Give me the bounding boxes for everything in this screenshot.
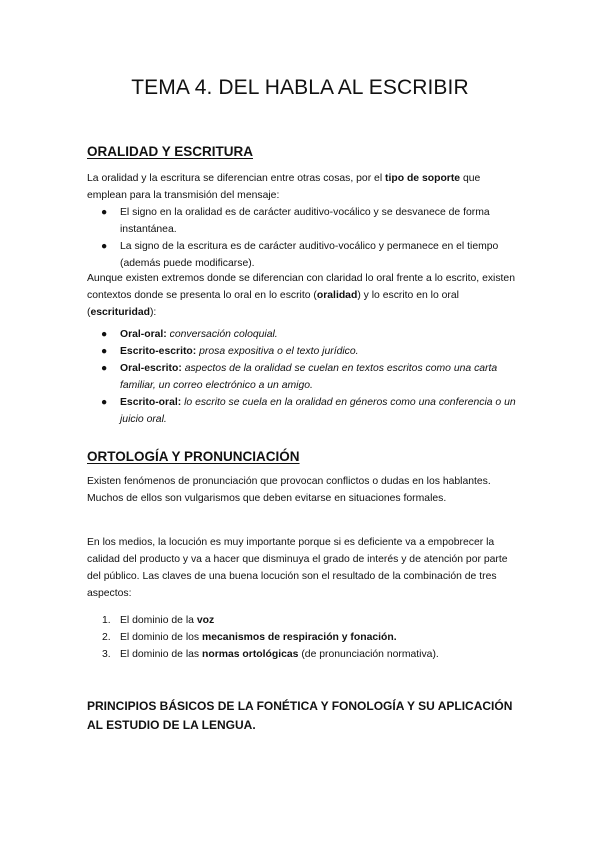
- ortologia-paragraph-1: Existen fenómenos de pronunciación que provocan conflictos o dudas en los hablantes. Muchos de ellos son vulgarismos que deben evitarse en situaciones formales.: [87, 476, 491, 504]
- bullet-icon: ●: [101, 241, 108, 252]
- bullet-icon: ●: [101, 207, 108, 218]
- bullet-icon: ●: [101, 363, 108, 374]
- section-heading-principios: PRINCIPIOS BÁSICOS DE LA FONÉTICA Y FONOLOGÍA Y SU APLICACIÓN AL ESTUDIO DE LA LENGUA.: [87, 699, 513, 732]
- list-number: 3.: [102, 649, 111, 660]
- bullet-icon: ●: [101, 346, 108, 357]
- list-number: 1.: [102, 615, 111, 626]
- oralidad-escrituridad-paragraph: Aunque existen extremos donde se diferencian con claridad lo oral frente a lo escrito, existen contextos donde se presenta lo oral en lo escrito (oralidad) y lo escrito en lo oral (escrituridad):: [87, 273, 515, 318]
- signo-bullet-list: [87, 204, 519, 272]
- section-oralidad-body: [87, 170, 519, 272]
- bullet-icon: ●: [101, 329, 108, 340]
- list-item: ● Oral-oral: conversación coloquial.: [87, 326, 519, 343]
- types-bullet-list: [87, 326, 519, 428]
- section-heading-oralidad: ORALIDAD Y ESCRITURA: [87, 144, 254, 159]
- intro-paragraph: La oralidad y la escritura se diferencian entre otras cosas, por el tipo de soporte que emplean para la transmisión del mensaje:: [87, 173, 481, 201]
- section-heading-ortologia: ORTOLOGÍA Y PRONUNCIACIÓN: [87, 449, 300, 464]
- list-item: 2. El dominio de los mecanismos de respiración y fonación.: [87, 629, 519, 646]
- bullet-icon: ●: [101, 397, 108, 408]
- types-section: [87, 326, 519, 428]
- list-item: ● Escrito-escrito: prosa expositiva o el texto jurídico.: [87, 343, 519, 360]
- list-item: 3. El dominio de las normas ortológicas (de pronunciación normativa).: [87, 646, 519, 663]
- list-item: ● Escrito-oral: lo escrito se cuela en la oralidad en géneros como una conferencia o un juicio oral.: [87, 394, 519, 428]
- locucion-numbered-list: [87, 612, 519, 663]
- page-title: TEMA 4. DEL HABLA AL ESCRIBIR: [131, 76, 469, 99]
- list-number: 2.: [102, 632, 111, 643]
- list-item: ● Oral-escrito: aspectos de la oralidad se cuelan en textos escritos como una carta familiar, un correo electrónico a un amigo.: [87, 360, 519, 394]
- list-item: ● El signo en la oralidad es de carácter auditivo-vocálico y se desvanece de forma instantánea.: [87, 204, 519, 238]
- list-item: 1. El dominio de la voz: [87, 612, 519, 629]
- list-item: ● La signo de la escritura es de carácter auditivo-vocálico y permanece en el tiempo (además puede modificarse).: [87, 238, 519, 272]
- ortologia-paragraph-2: En los medios, la locución es muy importante porque si es deficiente va a empobrecer la calidad del producto y va a hacer que disminuya el grado de interés y de atención por parte del público. Las claves de una buena locución son el resultado de la combinación de tres aspectos:: [87, 537, 508, 599]
